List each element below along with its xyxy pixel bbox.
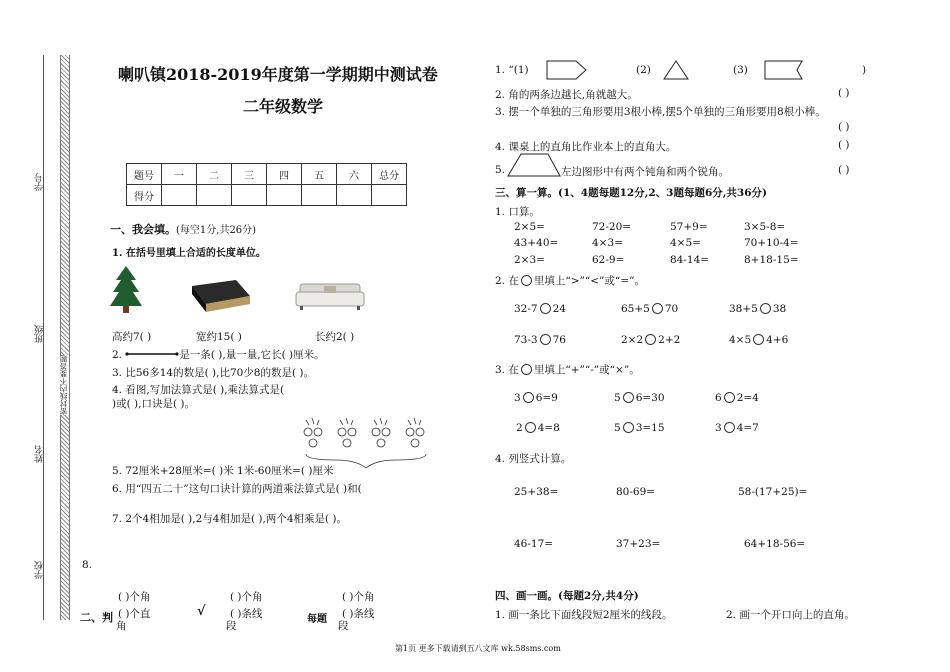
exam-subtitle: 二年级数学 [243, 97, 324, 116]
section1-title: 一、我会填。 [110, 223, 176, 236]
operand: 3=15 [635, 422, 665, 434]
operand: 3 [715, 422, 722, 434]
q2-text: 是一条( ),量一量,它长( )厘米。 [179, 349, 325, 361]
score-header: 六 [337, 164, 372, 185]
question-6: 6. 用“四五二十”这句口诀计算的两道乘法算式是( )和( [112, 483, 362, 495]
compare-item [514, 334, 566, 346]
operand: 4=7 [736, 422, 759, 434]
q1-sofa: 长约2( ) [315, 331, 355, 343]
operand: 2 [516, 422, 523, 434]
oral-item: 70+10-4= [744, 237, 799, 249]
operand: 3 [514, 392, 521, 404]
question-4b: )或( ),口诀是( )。 [112, 398, 195, 410]
score-table [126, 163, 407, 206]
compare-item [729, 303, 786, 315]
section1-note: (每空1分,共26分) [176, 225, 257, 236]
calc-4: 4. 列竖式计算。 [495, 453, 572, 465]
judge-1-label: 1. “(1) [495, 64, 529, 76]
triangle-icon [662, 59, 690, 81]
calc-3-a: 3. 在 [495, 364, 519, 376]
q8-answer-cont: 角 [116, 620, 127, 632]
tree-icon [108, 264, 144, 314]
compare-item [621, 334, 680, 346]
score-row-label: 得分 [127, 185, 162, 206]
oral-item: 84-14= [670, 254, 710, 266]
calc-2-a: 2. 在 [495, 275, 519, 287]
score-cell[interactable] [232, 185, 267, 206]
question-8: 8. [82, 559, 93, 571]
q8-answer: ( )个角 [118, 591, 151, 603]
score-cell[interactable] [372, 185, 407, 206]
calc-3-b: 里填上“+”“-”或“×”。 [533, 364, 640, 376]
score-header: 题号 [127, 164, 162, 185]
score-cell[interactable] [197, 185, 232, 206]
score-header: 一 [162, 164, 197, 185]
question-7: 7. 2个4相加是( ),2与4相加是( ),两个4相乘是( )。 [112, 513, 348, 525]
circle-blank-icon[interactable] [525, 422, 536, 433]
q8-answer: ( )条线 [342, 608, 375, 620]
seal-warning: 密封线内不要答题 [59, 355, 68, 415]
operator-item [516, 422, 560, 434]
q2-number: 2. [112, 349, 123, 361]
label-student-id: 学号 [35, 173, 45, 191]
q1-tree: 高约7( ) [112, 331, 152, 343]
score-cell[interactable] [302, 185, 337, 206]
vertical-calc: 25+38= [514, 486, 559, 498]
operand: 2=4 [736, 392, 759, 404]
oral-item: 43+40= [514, 237, 559, 249]
question-4a: 4. 看图,写加法算式是( ),乘法算式是( [112, 384, 285, 396]
check-mark: √ [197, 604, 206, 619]
oral-item: 2×3= [514, 254, 545, 266]
q8-answer-cont: 段 [338, 620, 349, 632]
judge-5: 左边图形中有两个钝角和两个锐角。 [561, 166, 729, 178]
oral-item: 57+9= [670, 221, 708, 233]
compare-right: 24 [552, 303, 566, 315]
notched-rect-icon [764, 59, 804, 81]
circle-blank-icon[interactable] [623, 422, 634, 433]
score-header: 三 [232, 164, 267, 185]
circle-blank-icon[interactable] [652, 303, 663, 314]
compare-item [514, 303, 566, 315]
operand: 5 [614, 392, 621, 404]
operator-item [514, 392, 558, 404]
oral-item: 3×5-8= [744, 221, 786, 233]
compare-right: 38 [772, 303, 787, 315]
section4-title: 四、画一画。(每题2分,共4分) [495, 590, 639, 602]
judge-4: 4. 课桌上的直角比作业本上的直角大。 [495, 141, 677, 153]
section2-mid: 每题 [307, 614, 327, 625]
judge-5-number: 5. [495, 164, 506, 176]
question-5: 5. 72厘米+28厘米=( )米 1米-60厘米=( )厘米 [112, 465, 334, 477]
score-header: 五 [302, 164, 337, 185]
score-header: 总分 [372, 164, 407, 185]
operator-item [715, 422, 759, 434]
sofa-icon [294, 280, 366, 312]
vertical-calc: 80-69= [616, 486, 656, 498]
q8-answer: ( )个直 [118, 608, 151, 620]
oral-item: 72-20= [592, 221, 632, 233]
circle-blank-icon[interactable] [540, 303, 551, 314]
judge-1-paren: ) [862, 64, 867, 76]
compare-left: 2×2 [621, 334, 644, 346]
oral-item: 8+18-15= [744, 254, 799, 266]
vertical-calc: 64+18-56= [744, 538, 806, 550]
compare-right: 76 [552, 334, 566, 346]
circle-blank-icon[interactable] [623, 392, 634, 403]
label-school: 学校 [35, 561, 45, 579]
section2-title: 二、判 [80, 611, 113, 624]
compare-left: 38+5 [729, 303, 758, 315]
circle-blank-icon[interactable] [724, 392, 735, 403]
operand: 6=9 [535, 392, 558, 404]
compare-item [729, 334, 788, 346]
compare-right: 70 [664, 303, 679, 315]
answer-paren[interactable]: ( ) [838, 164, 850, 176]
circle-blank-icon[interactable] [724, 422, 735, 433]
answer-paren[interactable]: ( ) [838, 139, 850, 151]
circle-blank-icon[interactable] [753, 334, 764, 345]
section3-title: 三、算一算。(1、4题每题12分,2、3题每题6分,共36分) [495, 187, 767, 199]
q1-book: 宽约15( ) [196, 331, 242, 343]
operator-item [715, 392, 759, 404]
oral-item: 4×5= [670, 237, 701, 249]
circle-blank-icon[interactable] [523, 392, 534, 403]
judge-1-3: (3) [733, 64, 748, 76]
compare-item [621, 303, 678, 315]
calc-2 [495, 273, 645, 288]
binding-hatch [60, 55, 70, 620]
q8-answer-cont: 段 [226, 620, 237, 632]
circle-blank-icon[interactable] [760, 303, 771, 314]
oral-item: 2×5= [514, 221, 545, 233]
compare-left: 65+5 [621, 303, 650, 315]
vertical-calc: 37+23= [616, 538, 661, 550]
operand: 4=8 [537, 422, 560, 434]
segment-icon [125, 351, 179, 357]
q8-answer: ( )个角 [342, 591, 375, 603]
vertical-calc: 58-(17+25)= [738, 486, 808, 498]
pentagon-arrow-icon [546, 59, 588, 81]
draw-2: 2. 画一个开口向上的直角。 [726, 609, 855, 621]
book-icon [190, 278, 252, 314]
compare-left: 32-7 [514, 303, 538, 315]
judge-2: 2. 角的两条边越长,角就越大。 [495, 89, 638, 101]
answer-paren[interactable]: ( ) [838, 87, 850, 99]
question-3: 3. 比56多14的数是( ),比70少8的数是( )。 [112, 367, 315, 379]
circle-blank-icon[interactable] [645, 334, 656, 345]
q8-answer: ( )条线 [230, 608, 263, 620]
judge-1-2: (2) [636, 64, 651, 76]
exam-title: 喇叭镇2018-2019年度第一学期期中测试卷 [118, 65, 438, 84]
trapezoid-icon [506, 152, 562, 178]
judge-3: 3. 摆一个单独的三角形要用3根小棒,摆5个单独的三角形要用8根小棒。 [495, 106, 826, 118]
operand: 6 [715, 392, 722, 404]
apple-groups-icon [296, 414, 436, 470]
score-header: 二 [197, 164, 232, 185]
judge-1 [495, 64, 529, 76]
page-footer: 第1页 更多下载请到五八文库 wk.58sms.com [395, 644, 561, 653]
operator-item [614, 422, 665, 434]
oral-item: 62-9= [592, 254, 625, 266]
section1-heading [110, 221, 256, 237]
score-cell[interactable] [337, 185, 372, 206]
score-header: 四 [267, 164, 302, 185]
operand: 6=30 [635, 392, 665, 404]
draw-1: 1. 画一条比下面线段短2厘米的线段。 [495, 609, 673, 621]
operator-item [614, 392, 665, 404]
question-1: 1. 在括号里填上合适的长度单位。 [112, 248, 266, 259]
operand: 5 [614, 422, 621, 434]
calc-3 [495, 362, 640, 377]
answer-paren[interactable]: ( ) [838, 121, 850, 133]
vertical-calc: 46-17= [514, 538, 554, 550]
label-class: 班级 [35, 325, 45, 343]
score-cell[interactable] [162, 185, 197, 206]
calc-2-b: 里填上“>”“<”或“=”。 [533, 275, 645, 287]
circle-blank-icon [521, 364, 532, 375]
score-header-row [127, 164, 407, 185]
score-row [127, 185, 407, 206]
oral-item: 4×3= [592, 237, 623, 249]
binding-margin [0, 55, 80, 620]
q8-answer: ( )个角 [230, 591, 263, 603]
compare-right: 2+2 [658, 334, 681, 346]
score-cell[interactable] [267, 185, 302, 206]
label-name: 姓名 [35, 445, 45, 463]
compare-left: 4×5 [729, 334, 752, 346]
circle-blank-icon [521, 275, 532, 286]
question-2 [112, 347, 325, 362]
compare-left: 73-3 [514, 334, 538, 346]
compare-right: 4+6 [766, 334, 789, 346]
calc-1: 1. 口算。 [495, 206, 540, 218]
circle-blank-icon[interactable] [540, 334, 551, 345]
